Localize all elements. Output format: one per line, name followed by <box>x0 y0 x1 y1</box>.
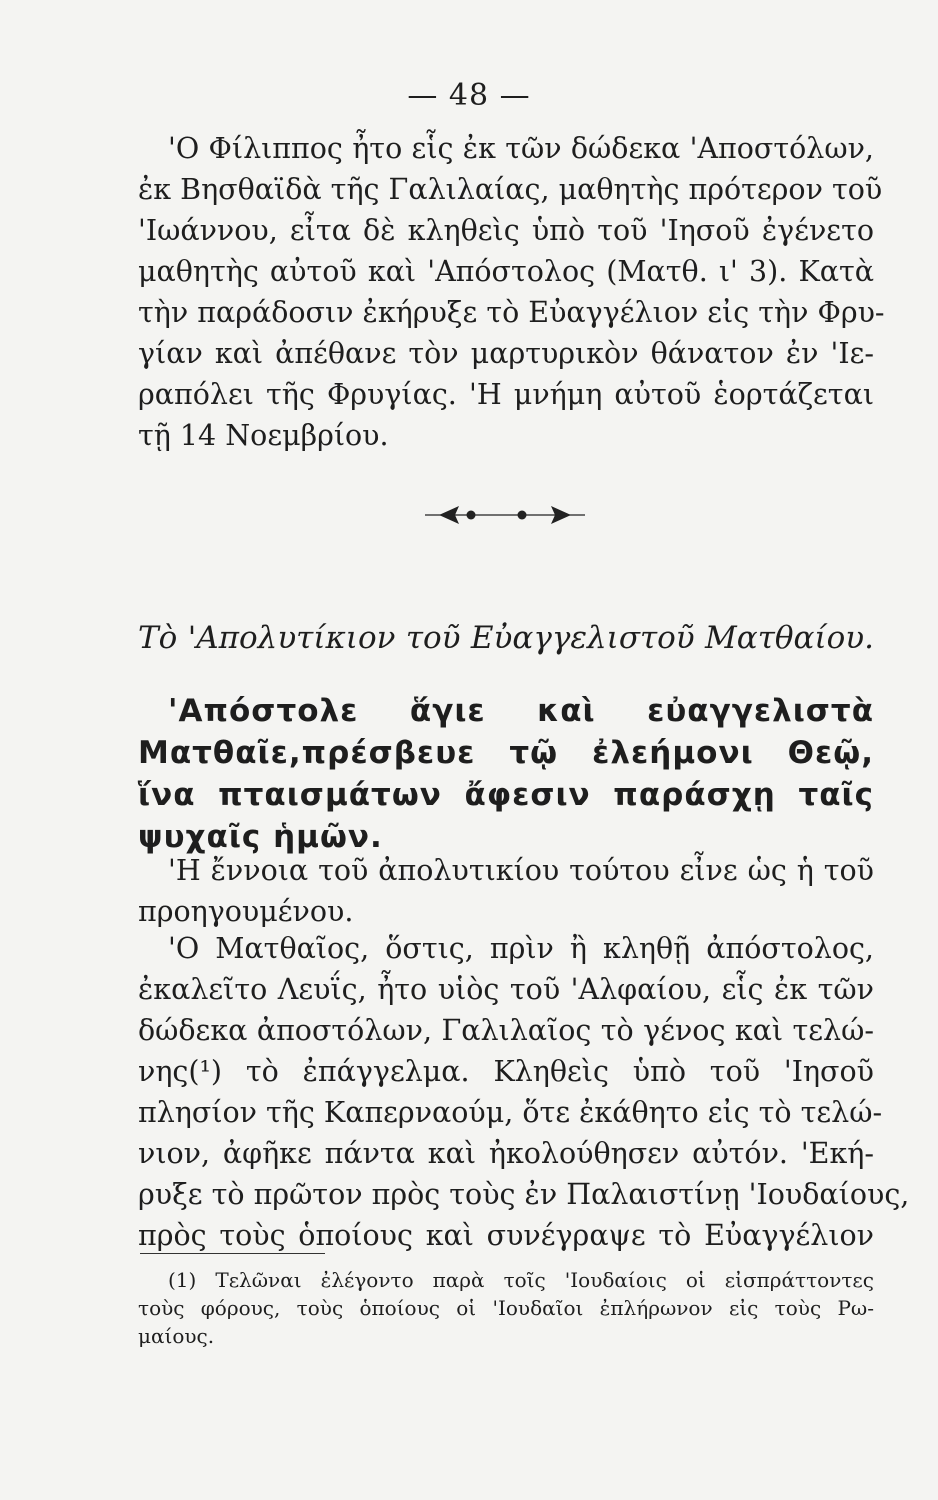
text-line: μαθητὴς αὐτοῦ καὶ 'Απόστολος (Ματθ. ι' 3). Κατὰ <box>138 255 874 288</box>
section-title: Τὸ 'Απολυτίκιον τοῦ Εὐαγγελιστοῦ Ματθαίου. <box>138 620 874 656</box>
text-line: 'Ο Φίλιππος ἦτο εἷς ἐκ τῶν δώδεκα 'Αποστόλων, <box>168 132 874 165</box>
text-line: δώδεκα ἀποστόλων, Γαλιλαῖος τὸ γένος καὶ τελώ- <box>138 1014 874 1047</box>
text-line: γίαν καὶ ἀπέθανε τὸν μαρτυρικὸν θάνατον ἐν 'Ιε- <box>138 337 874 370</box>
footnote <box>138 1266 874 1350</box>
footnote-divider <box>140 1253 325 1254</box>
paragraph-philip <box>138 128 885 456</box>
paragraph-matthew <box>138 928 910 1256</box>
text-line: ρυξε τὸ πρῶτον πρὸς τοὺς ἐν Παλαιστίνῃ 'Ιουδαίους, <box>138 1178 910 1211</box>
fleuron-ornament-icon <box>425 500 585 530</box>
footnote-line: μαίους. <box>138 1324 215 1348</box>
text-line: νης(¹) τὸ ἐπάγγελμα. Κληθεὶς ὑπὸ τοῦ 'Ιησοῦ <box>138 1055 874 1088</box>
text-line: 'Η ἔννοια τοῦ ἀπολυτικίου τούτου εἶνε ὡς ἡ τοῦ <box>168 854 874 887</box>
text-line: 'Ιωάννου, εἶτα δὲ κληθεὶς ὑπὸ τοῦ 'Ιησοῦ ἐγένετο <box>138 214 874 247</box>
page-number: — 48 — <box>407 78 531 113</box>
hymn-line: ἵνα πταισμάτων ἄφεσιν παράσχῃ ταῖς <box>138 777 874 813</box>
hymn-line: ψυχαῖς ἡμῶν. <box>138 819 383 855</box>
text-line: ἐκ Βησθαϊδὰ τῆς Γαλιλαίας, μαθητὴς πρότερον τοῦ <box>138 173 883 206</box>
text-line: νιον, ἀφῆκε πάντα καὶ ἠκολούθησεν αὐτόν. 'Εκή- <box>138 1137 874 1170</box>
text-line: τῇ 14 Νοεμβρίου. <box>138 419 389 452</box>
text-line: ραπόλει τῆς Φρυγίας. 'Η μνήμη αὐτοῦ ἑορτάζεται <box>138 378 874 411</box>
text-line: τὴν παράδοσιν ἐκήρυξε τὸ Εὐαγγέλιον εἰς τὴν Φρυ- <box>138 296 885 329</box>
apolytikion-hymn <box>138 690 874 858</box>
footnote-line: (1) Τελῶναι ἐλέγοντο παρὰ τοῖς 'Ιουδαίοις οἱ εἰσπράττοντες <box>168 1268 874 1292</box>
text-line: προηγουμένου. <box>138 895 354 928</box>
hymn-line: 'Απόστολε ἅγιε καὶ εὐαγγελιστὰ <box>168 693 874 729</box>
text-line: πρὸς τοὺς ὁποίους καὶ συνέγραψε τὸ Εὐαγγέλιον <box>138 1219 874 1252</box>
footnote-line: τοὺς φόρους, τοὺς ὁποίους οἱ 'Ιουδαῖοι ἐπλήρωνον εἰς τοὺς Ρω- <box>138 1296 874 1320</box>
hymn-line: Ματθαῖε,πρέσβευε τῷ ἐλεήμονι Θεῷ, <box>138 735 874 771</box>
text-line: ἐκαλεῖτο Λευΐς, ἦτο υἱὸς τοῦ 'Αλφαίου, εἷς ἐκ τῶν <box>138 973 874 1006</box>
paragraph-meaning <box>138 850 874 932</box>
text-line: πλησίον τῆς Καπερναούμ, ὅτε ἐκάθητο εἰς τὸ τελώ- <box>138 1096 883 1129</box>
text-line: 'Ο Ματθαῖος, ὅστις, πρὶν ἢ κληθῇ ἀπόστολος, <box>168 932 874 965</box>
